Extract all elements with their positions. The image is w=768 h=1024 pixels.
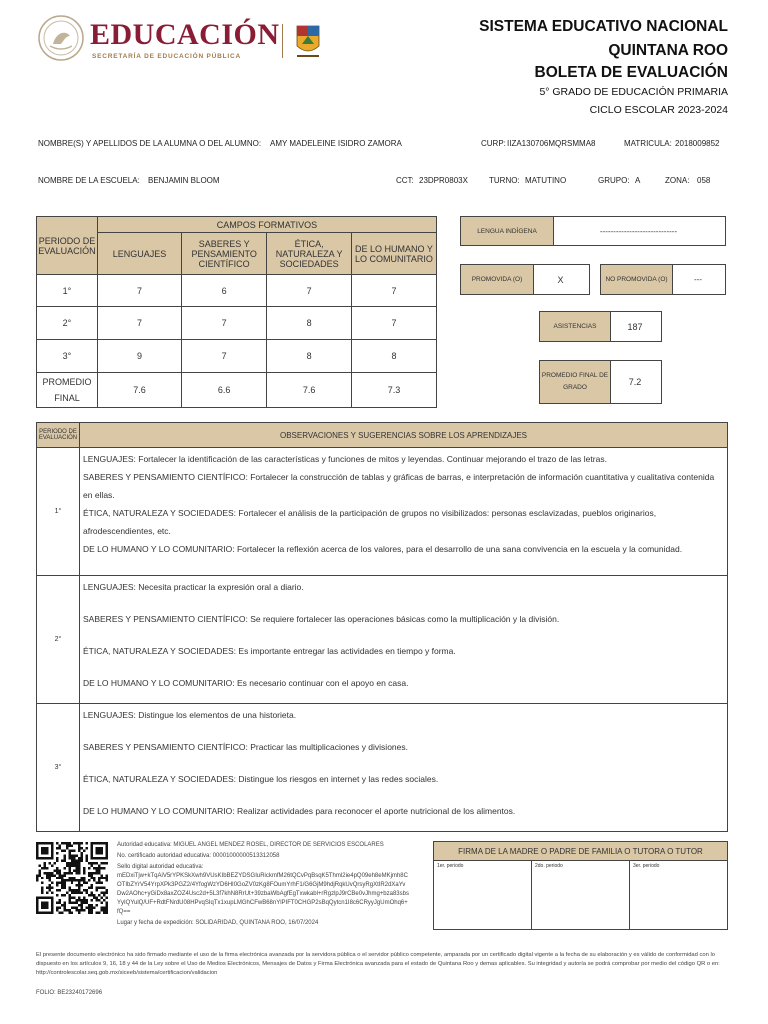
- table-row: [37, 275, 437, 307]
- column-header: SABERES Y PENSAMIENTO CIENTÍFICO: [182, 233, 267, 275]
- asistencias-label: ASISTENCIAS: [539, 311, 611, 342]
- grade-cell: 7: [351, 275, 436, 307]
- grades-table: [36, 216, 437, 408]
- promovida-label: PROMOVIDA (O): [460, 264, 534, 295]
- period-cell: 1°: [37, 275, 98, 307]
- sep-subtitle: SECRETARÍA DE EDUCACIÓN PÚBLICA: [92, 53, 242, 60]
- grade-cell: 7.6: [267, 373, 352, 408]
- grade-cell: 6.6: [182, 373, 267, 408]
- table-row: [37, 340, 437, 373]
- obs-period: 1°: [37, 448, 80, 576]
- school-label: NOMBRE DE LA ESCUELA:: [38, 176, 140, 185]
- grade-cell: 8: [351, 340, 436, 373]
- qr-code-icon[interactable]: [36, 842, 108, 914]
- grupo-label: GRUPO:: [598, 176, 630, 185]
- obs-item: DE LO HUMANO Y LO COMUNITARIO: Fortalecer la reflexión acerca de los valores, para el desarrollo de una sana convivencia en la escuela y la comunidad.: [83, 544, 683, 554]
- grade-cell: 7: [351, 307, 436, 340]
- grade-cell: 7.6: [97, 373, 181, 408]
- grade-cell: 7: [97, 307, 181, 340]
- obs-item: ÉTICA, NATURALEZA Y SOCIEDADES: Distingue los riesgos en internet y las redes sociales.: [83, 774, 439, 784]
- promedio-final-label: PROMEDIO FINAL DE GRADO: [539, 360, 611, 404]
- turno-label: TURNO:: [489, 176, 520, 185]
- quintana-roo-shield-icon: [294, 24, 322, 62]
- legal-notice: El presente documento electrónico ha sido firmado mediante el uso de la firma electrónica avanzada por la servidora pública o el servidor público competente, amparada por un certificado digital vigente a la fecha de su elaboración y es válido de conformidad con lo dispuesto en los artículos 9, 16, 18 y 44 de la Ley sobre el Uso de Medios Electrónicos, Mensajes de Datos y Firma Electrónica avanzada para el estado de Quintana Roo y demas aplicables. Su integridad y autoría se podrá comprobar por medio del código QR o en: http://controlescolar.seq.gob.mx/siceeb/sistema/certificacion/validacion: [36, 952, 720, 976]
- student-name: AMY MADELEINE ISIDRO ZAMORA: [270, 139, 402, 148]
- mexico-seal-icon: [36, 14, 86, 62]
- observations-table: [36, 422, 728, 832]
- signature-period-2: 2do. periodo: [532, 861, 630, 929]
- table-row: [37, 373, 437, 408]
- promovida-value: X: [532, 264, 590, 295]
- header-system: SISTEMA EDUCATIVO NACIONAL: [479, 18, 728, 35]
- digital-seal: mEDxiTjw+kTqAiV5rYPKSkXwh9VUsKIbBEZYDSGIuRickmfM26tQCvPqBsqK5Thml2ie4pQ09eh8eMKjmh8COTIbZYrV54YrpXPk3PGZ2/4YfogWzYD6HI0GoZV0zKg8FOumYrhF1/G6GjM9hdjRqkUvQrsyRgXtIR2dXaYvDw2AOhc+yGiDx8axZOZ4Usc2d+5L3f7khN8RrUt+39zbaWbAgfEgTxwkabl+rRgzlpJ9rCBe0vJhmg+bza83sbsYyIQYulQ/UF+RdtFNrdU08HPvqSIqTx1xupLMGhCFwB68nYlPIFT0CHGP2sBqQytcn1I8c6CRyyJgUmOhq6+fQ==: [117, 873, 409, 915]
- lengua-label: LENGUA INDÍGENA: [460, 216, 554, 246]
- table-row: [37, 704, 728, 832]
- curp-label: CURP:: [481, 139, 506, 148]
- table-row: [37, 576, 728, 704]
- header-title: BOLETA DE EVALUACIÓN: [534, 64, 728, 81]
- column-header: ÉTICA, NATURALEZA Y SOCIEDADES: [267, 233, 352, 275]
- turno-value: MATUTINO: [525, 176, 567, 185]
- obs-text: [80, 448, 728, 576]
- obs-period: 3°: [37, 704, 80, 832]
- promedio-final-value: 7.2: [609, 360, 662, 404]
- periodo-header: PERIODO DE EVALUACIÓN: [37, 217, 98, 275]
- header-state: QUINTANA ROO: [608, 42, 728, 59]
- obs-period: 2°: [37, 576, 80, 704]
- matricula-label: MATRICULA:: [624, 139, 672, 148]
- issue-place-date: Lugar y fecha de expedición: SOLIDARIDAD, QUINTANA ROO, 16/07/2024: [117, 920, 319, 926]
- obs-periodo-header: PERIODO DE EVALUACIÓN: [37, 423, 80, 448]
- certificate-number: No. certificado autoridad educativa: 00001000000513312058: [117, 853, 280, 859]
- cct-label: CCT:: [396, 176, 414, 185]
- table-row: [37, 448, 728, 576]
- column-header: LENGUAJES: [97, 233, 181, 275]
- student-name-label: NOMBRE(S) Y APELLIDOS DE LA ALUMNA O DEL ALUMNO:: [38, 139, 262, 148]
- logo-divider: [282, 24, 283, 58]
- cct-value: 23DPR0803X: [419, 176, 468, 185]
- obs-item: LENGUAJES: Fortalecer la identificación de las características y funciones de mitos y leyendas. Continuar mejorando el trazo de las letras.: [83, 454, 607, 464]
- grupo-value: A: [635, 176, 641, 185]
- table-row: [37, 307, 437, 340]
- grade-cell: 7: [182, 307, 267, 340]
- grade-cell: 8: [267, 307, 352, 340]
- asistencias-value: 187: [609, 311, 662, 342]
- obs-item: SABERES Y PENSAMIENTO CIENTÍFICO: Practicar las multiplicaciones y divisiones.: [83, 742, 408, 752]
- matricula-value: 2018009852: [675, 139, 720, 148]
- header-grade: 5° GRADO DE EDUCACIÓN PRIMARIA: [539, 86, 728, 98]
- obs-item: LENGUAJES: Necesita practicar la expresión oral a diario.: [83, 582, 304, 592]
- no-promovida-label: NO PROMOVIDA (O): [600, 264, 673, 295]
- column-header: DE LO HUMANO Y LO COMUNITARIO: [351, 233, 436, 275]
- certificate-info: [117, 841, 409, 930]
- header-cycle: CICLO ESCOLAR 2023-2024: [589, 104, 728, 116]
- folio: FOLIO: BE23240172696: [36, 990, 103, 996]
- seal-label: Sello digital autoridad educativa:: [117, 864, 204, 870]
- grade-cell: 6: [182, 275, 267, 307]
- period-cell: 3°: [37, 340, 98, 373]
- grade-cell: 7: [182, 340, 267, 373]
- obs-text: [80, 576, 728, 704]
- obs-item: DE LO HUMANO Y LO COMUNITARIO: Realizar actividades para reconocer el aporte nutricional de los alimentos.: [83, 806, 516, 816]
- grade-cell: 8: [267, 340, 352, 373]
- grade-cell: 7: [97, 275, 181, 307]
- period-cell: 2°: [37, 307, 98, 340]
- authority: Autoridad educativa: MIGUEL ANGEL MENDEZ ROSEL, DIRECTOR DE SERVICIOS ESCOLARES: [117, 842, 384, 848]
- obs-text: [80, 704, 728, 832]
- signature-title: FIRMA DE LA MADRE O PADRE DE FAMILIA O TUTORA O TUTOR: [433, 841, 728, 861]
- obs-item: DE LO HUMANO Y LO COMUNITARIO: Es necesario continuar con el apoyo en casa.: [83, 678, 409, 688]
- school-value: BENJAMIN BLOOM: [148, 176, 220, 185]
- curp-value: IIZA130706MQRSMMA8: [507, 139, 596, 148]
- obs-item: ÉTICA, NATURALEZA Y SOCIEDADES: Es importante entregar las actividades en tiempo y forma.: [83, 646, 456, 656]
- obs-title: OBSERVACIONES Y SUGERENCIAS SOBRE LOS APRENDIZAJES: [80, 423, 728, 448]
- signature-period-3: 3er. periodo: [633, 863, 660, 869]
- no-promovida-value: ---: [671, 264, 726, 295]
- period-cell: PROMEDIO FINAL: [37, 373, 98, 408]
- campos-header: CAMPOS FORMATIVOS: [97, 217, 436, 233]
- educacion-logo: EDUCACIÓN: [90, 18, 280, 51]
- grade-cell: 9: [97, 340, 181, 373]
- signature-period-1: 1er. periodo: [434, 861, 532, 929]
- obs-item: LENGUAJES: Distingue los elementos de una historieta.: [83, 710, 297, 720]
- grade-cell: 7.3: [351, 373, 436, 408]
- zona-value: 058: [697, 176, 711, 185]
- obs-item: SABERES Y PENSAMIENTO CIENTÍFICO: Fortalecer la construcción de tablas y gráficas de barras, e interpretación de información cuantitativa y cualitativa contenida en ellas.: [83, 472, 715, 500]
- grade-cell: 7: [267, 275, 352, 307]
- obs-item: ÉTICA, NATURALEZA Y SOCIEDADES: Fortalecer el análisis de la participación de grupos no visibilizados: personas esclavizadas, pueblos originarios, afrodescendientes, etc.: [83, 508, 657, 536]
- signature-box: [433, 841, 728, 930]
- lengua-value: -----------------------------: [552, 216, 726, 246]
- obs-item: SABERES Y PENSAMIENTO CIENTÍFICO: Se requiere fortalecer las operaciones básicas como la multiplicación y la división.: [83, 614, 560, 624]
- zona-label: ZONA:: [665, 176, 690, 185]
